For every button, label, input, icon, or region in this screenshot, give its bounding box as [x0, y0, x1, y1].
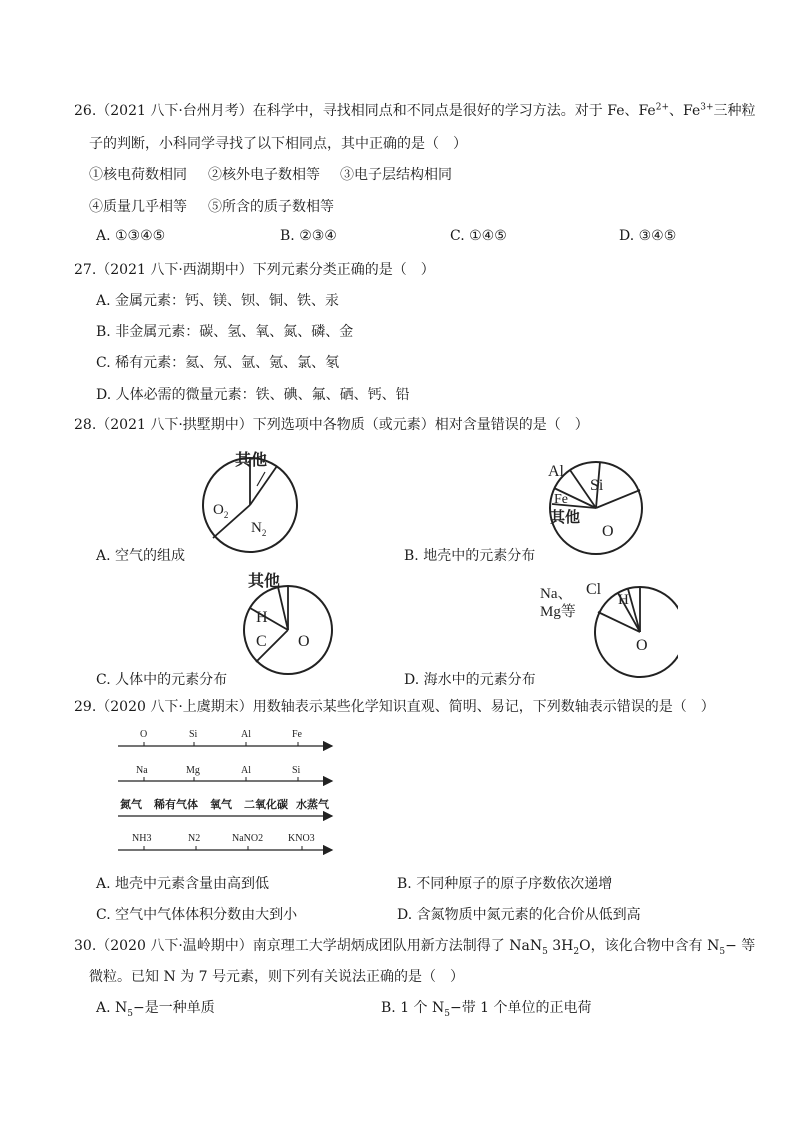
q28-pie-crust [540, 456, 650, 560]
q26-sup1: 2+ [655, 102, 669, 113]
axis2-label-1: Na [136, 765, 148, 776]
q29-number-lines [116, 724, 342, 860]
q28-pie-body [232, 570, 352, 678]
q30-choice-a[interactable] [96, 997, 215, 1017]
pie-body-label-o: O [298, 633, 310, 650]
axis4-label-1: NH3 [132, 833, 152, 844]
q26-option-2: ②核外电子数相等 [208, 167, 320, 183]
axis4-label-2: N2 [188, 833, 201, 844]
q29-choice-b[interactable]: B. 不同种原子的原子序数依次递增 [397, 876, 613, 892]
q30-stem-line2: 微粒。已知 N 为 7 号元素，则下列有关说法正确的是（ ） [89, 969, 464, 985]
axis1-label-3: Al [241, 729, 251, 740]
q27-stem [74, 259, 435, 279]
q26-stem-line1 [74, 100, 756, 120]
pie-body-divider-2 [278, 587, 288, 630]
q30-sub1: 5 [542, 946, 548, 957]
q26-option-1: ①核电荷数相同 [89, 167, 187, 183]
axis3-label-1: 氮气 [120, 798, 142, 811]
q28-pie-air [195, 448, 305, 560]
q26-source: （2021 八下·台州月考） [96, 103, 253, 119]
q29-choice-a[interactable]: A. 地壳中元素含量由高到低 [96, 876, 270, 892]
q26-option-5: ⑤所含的质子数相等 [208, 199, 334, 215]
axis3-label-4: 二氧化碳 [244, 798, 288, 811]
pie-air-n2-sub: 2 [261, 528, 267, 538]
q28-stem-text: 下列选项中各物质（或元素）相对含量错误的是（ ） [252, 417, 589, 433]
q27-choice-b[interactable]: B. 非金属元素：碳、氢、氧、氮、磷、金 [96, 324, 354, 340]
q30-choice-a-text: −是一种单质 [133, 1000, 215, 1016]
pie-body-label-other: 其他 [248, 573, 281, 590]
q27-choice-c[interactable]: C. 稀有元素：氦、氖、氩、氪、氯、氡 [96, 355, 340, 371]
pie-sea-label-o: O [636, 637, 648, 654]
pie-crust-label-o: O [602, 523, 614, 540]
axis4-label-3: NaNO2 [232, 833, 264, 844]
q30-sub3: 5 [719, 946, 726, 957]
pie-air-o2-symbol: O [213, 502, 224, 518]
pie-air-label-n2 [251, 520, 266, 538]
q27-number: 27. [74, 262, 97, 278]
pie-air-n2-symbol: N [251, 520, 262, 536]
q29-choice-d[interactable]: D. 含氮物质中氮元素的化合价从低到高 [397, 907, 641, 923]
axis3-label-3: 氧气 [210, 798, 232, 811]
axis3-label-2: 稀有气体 [154, 798, 198, 811]
pie-sea-circle [595, 587, 678, 677]
q30-source: （2020 八下·温岭期中） [96, 938, 253, 954]
q26-choice-b[interactable]: B. ②③④ [280, 228, 337, 244]
q26-choice-a[interactable]: A. ①③④⑤ [96, 228, 166, 244]
axis1-label-2: Si [189, 729, 198, 740]
q28-number: 28. [74, 417, 97, 433]
q27-source: （2021 八下·西湖期中） [96, 262, 253, 278]
q26-number: 26. [74, 103, 97, 119]
q30-choice-b-sub: 5 [444, 1008, 450, 1019]
q26-option-3: ③电子层结构相同 [340, 167, 452, 183]
q30-choice-b-text: −带 1 个单位的正电荷 [449, 1000, 592, 1016]
q30-stem-b: 3H [547, 938, 574, 954]
pie-body-label-h: H [256, 609, 268, 626]
q28-choice-d[interactable]: D. 海水中的元素分布 [404, 672, 536, 688]
q27-choice-a[interactable]: A. 金属元素：钙、镁、钡、铜、铁、汞 [96, 293, 340, 309]
axis2-label-2: Mg [186, 765, 200, 776]
q28-choice-c[interactable]: C. 人体中的元素分布 [96, 672, 228, 688]
pie-air-o2-sub: 2 [223, 510, 229, 520]
q28-choice-b[interactable]: B. 地壳中的元素分布 [404, 548, 536, 564]
q29-choice-c[interactable]: C. 空气中气体体积分数由大到小 [96, 907, 298, 923]
q27-choice-d[interactable]: D. 人体必需的微量元素：铁、碘、氟、硒、钙、铅 [96, 387, 410, 403]
q30-stem-c: O，该化合物中含有 N [579, 938, 720, 954]
axis1-label-1: O [140, 729, 148, 740]
pie-crust-label-other: 其他 [550, 510, 581, 526]
q27-stem-text: 下列元素分类正确的是（ ） [252, 262, 435, 278]
pie-crust-label-al: Al [548, 463, 564, 480]
q30-stem-d: − 等 [725, 938, 756, 954]
q29-source: （2020 八下·上虞期末） [96, 699, 253, 715]
q26-stem-b: 、Fe [669, 103, 701, 119]
q30-choice-b[interactable] [381, 997, 592, 1017]
q30-stem-line1 [74, 935, 755, 955]
q29-stem-text: 用数轴表示某些化学知识直观、简明、易记，下列数轴表示错误的是（ ） [252, 699, 715, 715]
axis1-label-4: Fe [292, 729, 302, 740]
q26-choice-d[interactable]: D. ③④⑤ [619, 228, 677, 244]
pie-crust-label-fe: Fe [554, 492, 568, 507]
q26-stem-c: 三种粒 [713, 103, 756, 119]
axis2-label-4: Si [292, 765, 301, 776]
axis3-label-5: 水蒸气 [296, 798, 329, 811]
pie-crust-label-si: Si [590, 477, 604, 494]
q28-choice-a[interactable]: A. 空气的组成 [96, 548, 186, 564]
pie-sea-label-cl: Cl [586, 581, 602, 598]
q26-sup2: 3+ [700, 102, 714, 113]
q29-number: 29. [74, 699, 97, 715]
q30-number: 30. [74, 938, 97, 954]
q28-stem [74, 414, 589, 434]
q30-choice-a-prefix: A. N [96, 1000, 128, 1016]
pie-sea-divider-2 [628, 589, 640, 632]
q26-option-4: ④质量几乎相等 [89, 199, 187, 215]
pie-air-divider-2 [250, 466, 277, 505]
q28-pie-seawater [538, 572, 678, 680]
q30-choice-b-prefix: B. 1 个 N [381, 1000, 445, 1016]
pie-sea-label-mg: Mg等 [540, 604, 576, 620]
pie-air-label-other: 其他 [235, 452, 268, 469]
q30-choice-a-sub: 5 [127, 1008, 133, 1019]
pie-air-label-o2 [213, 502, 228, 520]
pie-body-label-c: C [256, 633, 267, 650]
q30-stem-a: 南京理工大学胡炳成团队用新方法制得了 NaN [252, 938, 543, 954]
pie-sea-label-h: H [618, 592, 629, 608]
q26-choice-c[interactable]: C. ①④⑤ [450, 228, 507, 244]
q29-stem [74, 696, 715, 716]
q26-stem-a: 在科学中，寻找相同点和不同点是很好的学习方法。对于 Fe、Fe [252, 103, 656, 119]
q30-sub2: 2 [573, 946, 580, 957]
q28-source: （2021 八下·拱墅期中） [96, 417, 253, 433]
pie-sea-label-na: Na、 [540, 586, 573, 602]
axis2-label-3: Al [241, 765, 251, 776]
axis4-label-4: KNO3 [288, 833, 315, 844]
q26-stem-line2: 子的判断，小科同学寻找了以下相同点，其中正确的是（ ） [89, 136, 467, 152]
